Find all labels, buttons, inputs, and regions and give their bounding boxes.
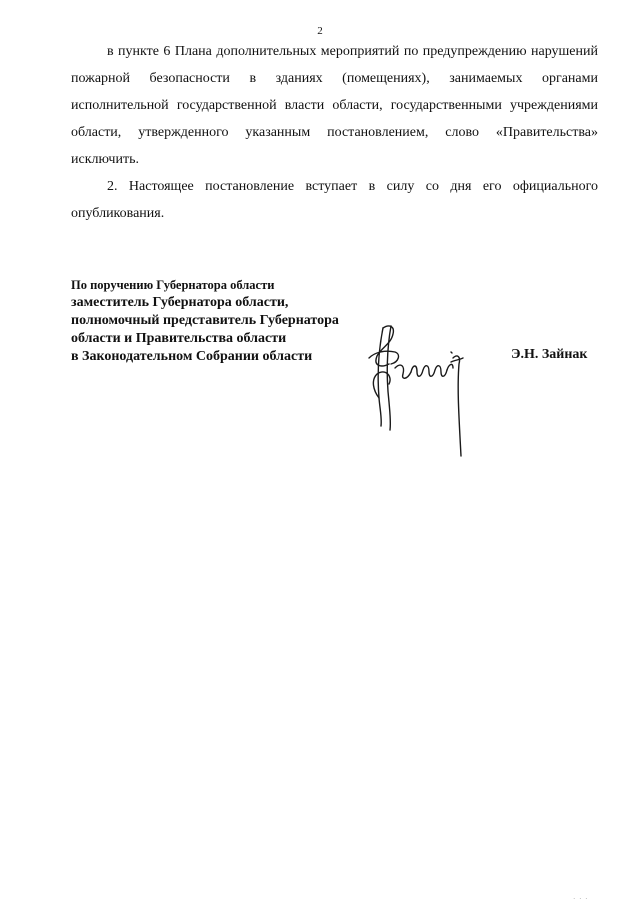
signer-position-line: области и Правительства области [71, 331, 287, 346]
signer-position-line: заместитель Губернатора области, [71, 295, 289, 310]
paragraph-entry-into-force: 2. Настоящее постановление вступает в силу со дня его официального опубликования. [71, 179, 598, 221]
paragraph-amendment: в пункте 6 Плана дополнительных мероприятий по предупреждению нарушений пожарной безопасности в зданиях (помещениях), занимаемых органами исполнительной государственной власти области, государственными учреждениями области, утвержденного указанным постановлением, слово «Правительства» исключить. [71, 44, 598, 167]
page-number: 2 [317, 25, 323, 37]
corner-mark: · · · [573, 895, 589, 903]
document-body [71, 38, 598, 227]
signer-position-line: в Законодательном Собрании области [71, 349, 313, 364]
signer-name: Э.Н. Зайнак [511, 347, 588, 362]
by-order-of-governor: По поручению Губернатора области [71, 278, 275, 292]
handwritten-signature [355, 318, 473, 468]
signer-position-line: полномочный представитель Губернатора [71, 313, 339, 328]
